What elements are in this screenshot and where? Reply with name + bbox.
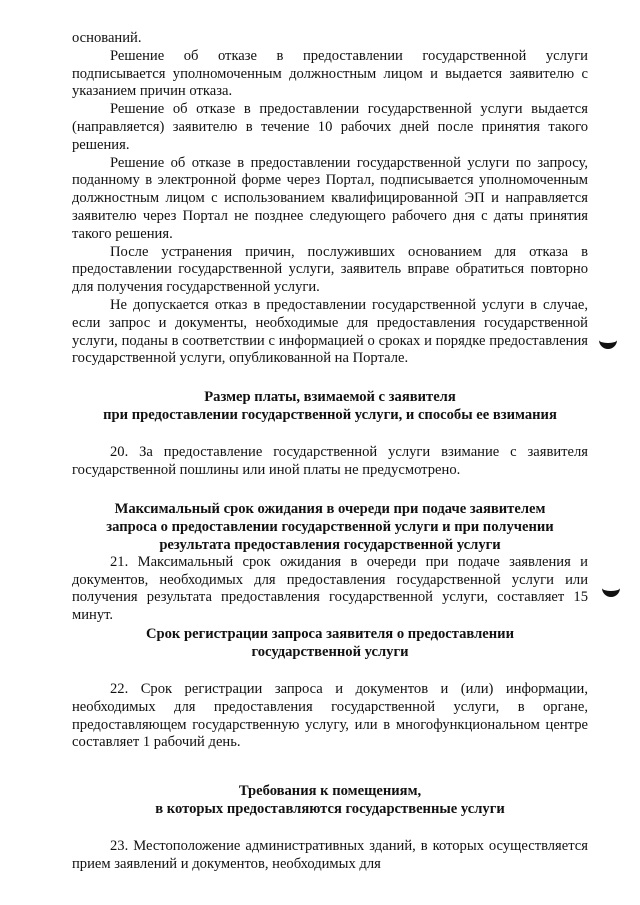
binding-hole-mark [602, 585, 620, 597]
section-heading-registration: Срок регистрации запроса заявителя о предоставлении государственной услуги [145, 625, 514, 660]
binding-hole-mark [599, 337, 617, 349]
document-page [72, 30, 588, 874]
paragraph-refusal-portal: Решение об отказе в предоставлении государственной услуги по запросу, поданному в электронной форме через Портал, подписывается уполномоченным должностным лицом с использованием квалифицированной ЭП и направляется заявителю через Портал не позднее следующего рабочего дня с даты принятия такого решения. [72, 154, 588, 242]
paragraph-23: 23. Местоположение административных зданий, в которых осуществляется прием заявлений и документов, необходимых для [72, 838, 588, 872]
paragraph-21: 21. Максимальный срок ожидания в очереди при подаче заявления и документов, необходимых для предоставления государственной услуги или получения результата предоставления государственной услуги, составляет 15 минут. [72, 553, 588, 624]
section-heading-premises: Требования к помещениям, в которых предоставляются государственные услуги [155, 783, 505, 818]
paragraph-reapply: После устранения причин, послуживших основанием для отказа в предоставлении государственной услуги, заявитель вправе обратиться повторно для получения государственной услуги. [72, 243, 588, 296]
paragraph-22: 22. Срок регистрации запроса и документов и (или) информации, необходимых для предоставления государственной услуги, в органе, предоставляющем государственную услугу, или в многофункциональном центре составляет 1 рабочий день. [72, 680, 588, 751]
section-heading-fee: Размер платы, взимаемой с заявителя при предоставлении государственной услуги, и способы ее взимания [103, 389, 557, 424]
paragraph-20: 20. За предоставление государственной услуги взимание с заявителя государственной пошлины или иной платы не предусмотрено. [72, 444, 588, 478]
section-heading-queue: Максимальный срок ожидания в очереди при подаче заявителем запроса о предоставлении государственной услуги и при получении результата предоставления государственной услуги [106, 500, 554, 553]
paragraph-refusal-signed: Решение об отказе в предоставлении государственной услуги подписывается уполномоченным должностным лицом и выдается заявителю с указанием причин отказа. [72, 47, 588, 100]
paragraph-refusal-issued: Решение об отказе в предоставлении государственной услуги выдается (направляется) заявителю в течение 10 рабочих дней после принятия такого решения. [72, 101, 588, 153]
paragraph-continuation: оснований. [72, 30, 142, 46]
paragraph-refusal-not-allowed: Не допускается отказ в предоставлении государственной услуги в случае, если запрос и документы, необходимые для предоставления государственной услуги, поданы в соответствии с информацией о сроках и порядке предоставления государственной услуги, опубликованной на Портале. [72, 296, 588, 367]
